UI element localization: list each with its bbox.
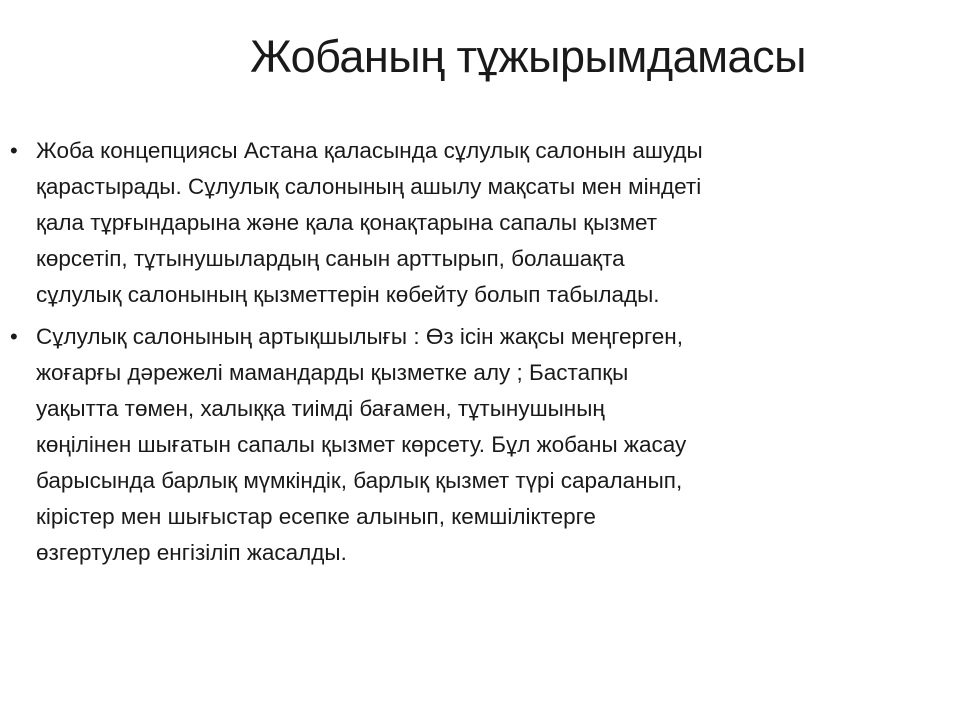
bullet-item-2 [10,319,860,571]
bullet-marker: • [10,324,18,349]
bullet-list [10,133,860,577]
bullet-text-line: Жоба концепциясы Астана қаласында сұлулық салонын ашуды [36,138,703,163]
bullet-text-line: көңілінен шығатын сапалы қызмет көрсету. Бұл жобаны жасау [36,432,687,457]
bullet-text-line: кірістер мен шығыстар есепке алынып, кемшіліктерге [36,504,596,529]
bullet-text-line: сұлулық салонының қызметтерін көбейту болып табылады. [36,282,660,307]
bullet-text-line: көрсетіп, тұтынушылардың санын арттырып, болашақта [36,246,625,271]
bullet-marker: • [10,138,18,163]
bullet-text-line: Сұлулық салонының артықшылығы : Өз ісін жақсы меңгерген, [36,324,683,349]
bullet-item-1 [10,133,860,313]
bullet-text-line: уақытта төмен, халыққа тиімді бағамен, тұтынушының [36,396,605,421]
bullet-text-line: барысында барлық мүмкіндік, барлық қызмет түрі сараланып, [36,468,683,493]
bullet-text-line: қарастырады. Сұлулық салонының ашылу мақсаты мен міндеті [36,174,702,199]
bullet-text-line: өзгертулер енгізіліп жасалды. [36,540,347,565]
bullet-text-line: жоғарғы дәрежелі мамандарды қызметке алу ; Бастапқы [36,360,629,385]
slide-title: Жобаның тұжырымдамасы [250,31,806,82]
bullet-text-line: қала тұрғындарына және қала қонақтарына сапалы қызмет [36,210,658,235]
